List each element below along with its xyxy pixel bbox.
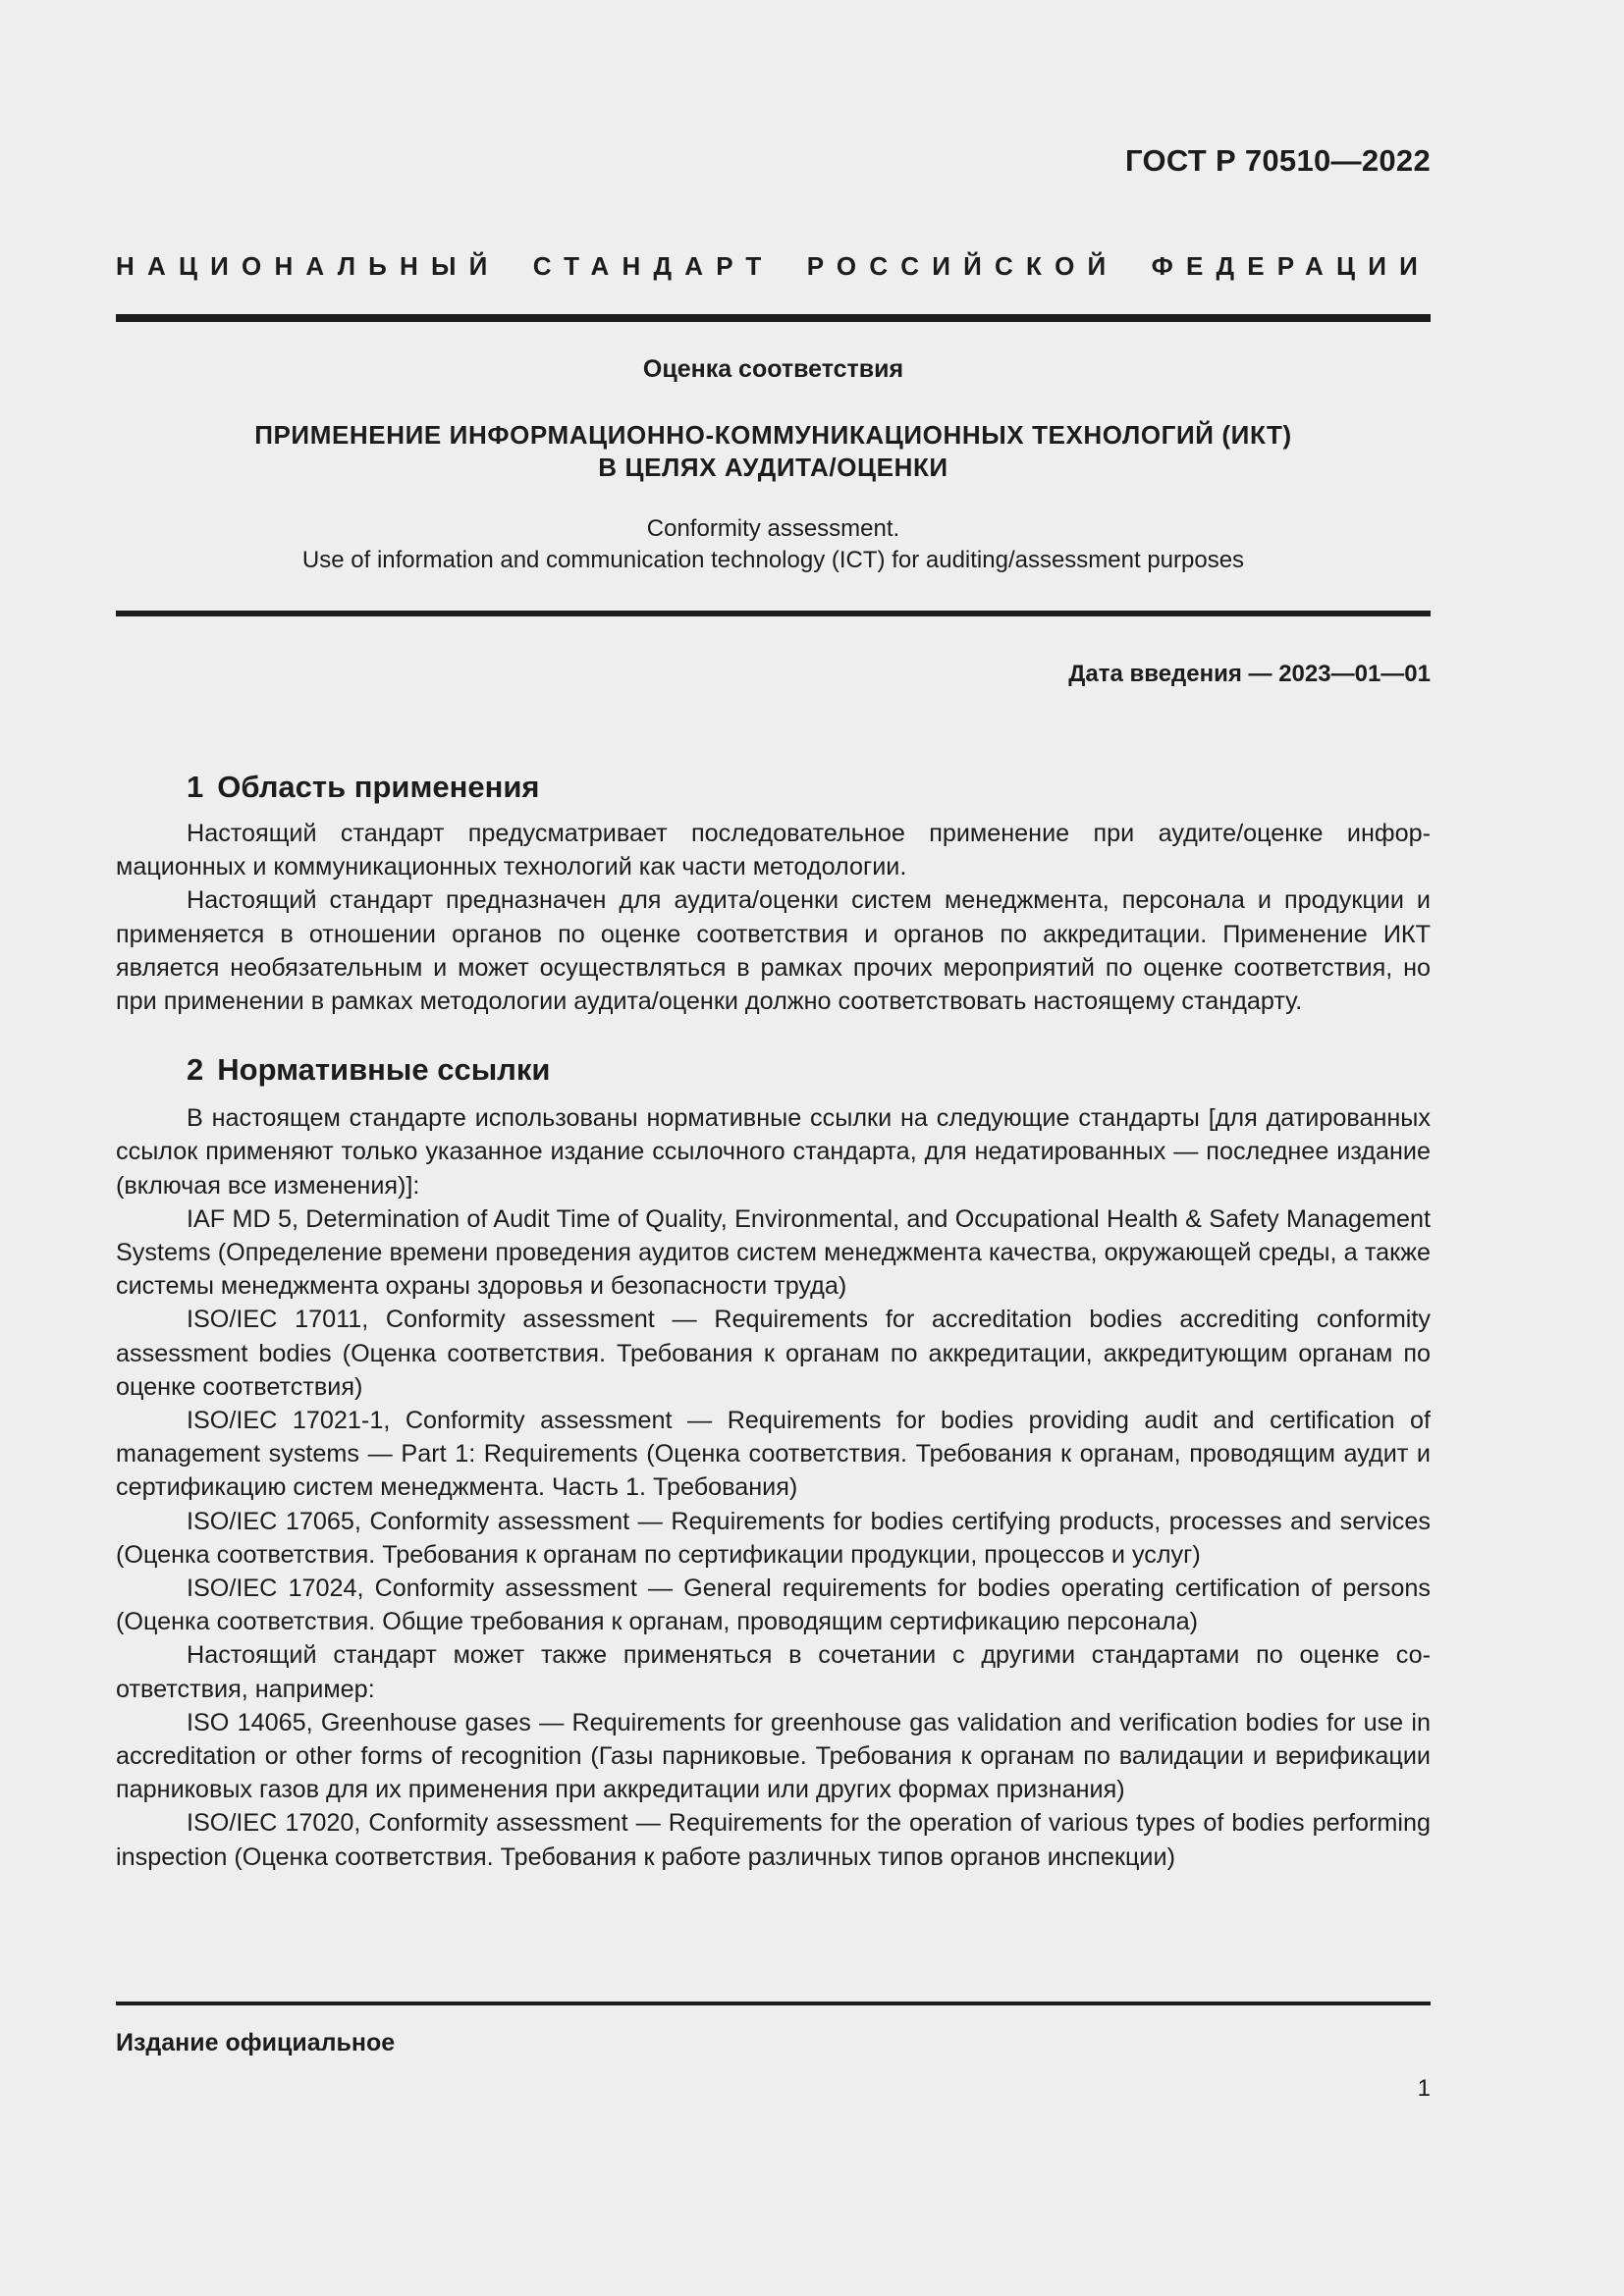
english-title-line-2: Use of information and communication technology (ICT) for auditing/assessment purposes	[301, 547, 1245, 573]
reference-item: ISO/IEC 17011, Conformity assessment — Requirements for accreditation bodies accrediting conformity assessment bodies (Оценка соответствия. Требования к органам по аккредитации, аккредитующим органам по оценке соответствия)	[116, 1306, 1431, 1401]
section-number: 2	[187, 1052, 204, 1088]
reference-item: ISO/IEC 17065, Conformity assessment — Requirements for bodies certifying products, processes and services (Оценка соответствия. Требования к органам по сертификации продукции, процессов и услуг)	[116, 1507, 1431, 1569]
section-title: Область применения	[217, 770, 540, 804]
top-divider	[116, 314, 1431, 322]
introduction-date: Дата введения — 2023—01—01	[1068, 661, 1431, 687]
section-number: 1	[187, 770, 204, 804]
section-2-heading	[116, 1050, 1431, 1090]
title-line-1: ПРИМЕНЕНИЕ ИНФОРМАЦИОННО-КОММУНИКАЦИОННЫХ ТЕХНОЛОГИЙ (ИКТ)	[254, 420, 1292, 450]
paragraph: Настоящий стандарт предназначен для аудита/оценки систем менеджмента, персонала и продукции и применяется в отношении органов по оценке соответствия и органов по аккредитации. Применение ИКТ является необязательным и может осуществляться в рамках прочих мероприятий по оценке соответствия, но при применении в рамках методологии аудита/оценки должно соответствовать настоящему стандарту.	[116, 886, 1431, 1016]
section-1-heading	[116, 768, 1431, 807]
section-title: Нормативные ссылки	[217, 1052, 551, 1088]
reference-item: IAF MD 5, Determination of Audit Time of Quality, Environmental, and Occupational Health & Safety Management Systems (Определение времени проведения аудитов систем менеджмента качества, окружающей среды, а также системы менеджмента охраны здоровья и безопасности труда)	[116, 1204, 1431, 1301]
subject-heading: Оценка соответствия	[642, 355, 904, 383]
national-standard-heading: НАЦИОНАЛЬНЫЙ СТАНДАРТ РОССИЙСКОЙ ФЕДЕРАЦИИ	[116, 251, 1431, 281]
title-divider	[116, 611, 1431, 616]
footer-divider	[116, 2002, 1431, 2005]
standard-designation: ГОСТ Р 70510—2022	[1125, 143, 1431, 178]
paragraph: Настоящий стандарт предусматривает последовательное применение при аудите/оценке информационных и коммуникационных технологий как части методологии.	[116, 820, 1431, 881]
reference-item: ISO/IEC 17020, Conformity assessment — Requirements for the operation of various types of bodies performing inspection (Оценка соответствия. Требования к работе различных типов органов инспекции)	[116, 1809, 1431, 1871]
document-title	[116, 419, 1431, 484]
english-title	[116, 513, 1431, 576]
page-number: 1	[1417, 2075, 1431, 2102]
document-body	[116, 768, 1431, 1874]
official-edition-label: Издание официальное	[116, 2029, 396, 2056]
title-line-2: В ЦЕЛЯХ АУДИТА/ОЦЕНКИ	[598, 453, 948, 482]
paragraph: Настоящий стандарт может также применяться в сочетании с другими стандартами по оценке соответствия, например:	[116, 1641, 1431, 1703]
reference-item: ISO/IEC 17024, Conformity assessment — General requirements for bodies operating certification of persons (Оценка соответствия. Общие требования к органам, проводящим сертификацию персонала)	[116, 1575, 1431, 1636]
reference-item: ISO 14065, Greenhouse gases — Requirements for greenhouse gas validation and verification bodies for use in accreditation or other forms of recognition (Газы парниковые. Требования к органам по валидации и верификации парниковых газов для их применения при аккредитации или других формах признания)	[116, 1708, 1431, 1804]
paragraph: В настоящем стандарте использованы нормативные ссылки на следующие стандарты [для датированных ссылок применяют только указанное издание ссылочного стандарта, для недатированных — последнее издание (включая все изменения)]:	[116, 1104, 1431, 1200]
english-title-line-1: Conformity assessment.	[646, 515, 900, 542]
reference-item: ISO/IEC 17021-1, Conformity assessment — Requirements for bodies providing audit and certification of management systems — Part 1: Requirements (Оценка соответствия. Требования к органам, проводящим аудит и сертификацию систем менеджмента. Часть 1. Требования)	[116, 1407, 1431, 1502]
